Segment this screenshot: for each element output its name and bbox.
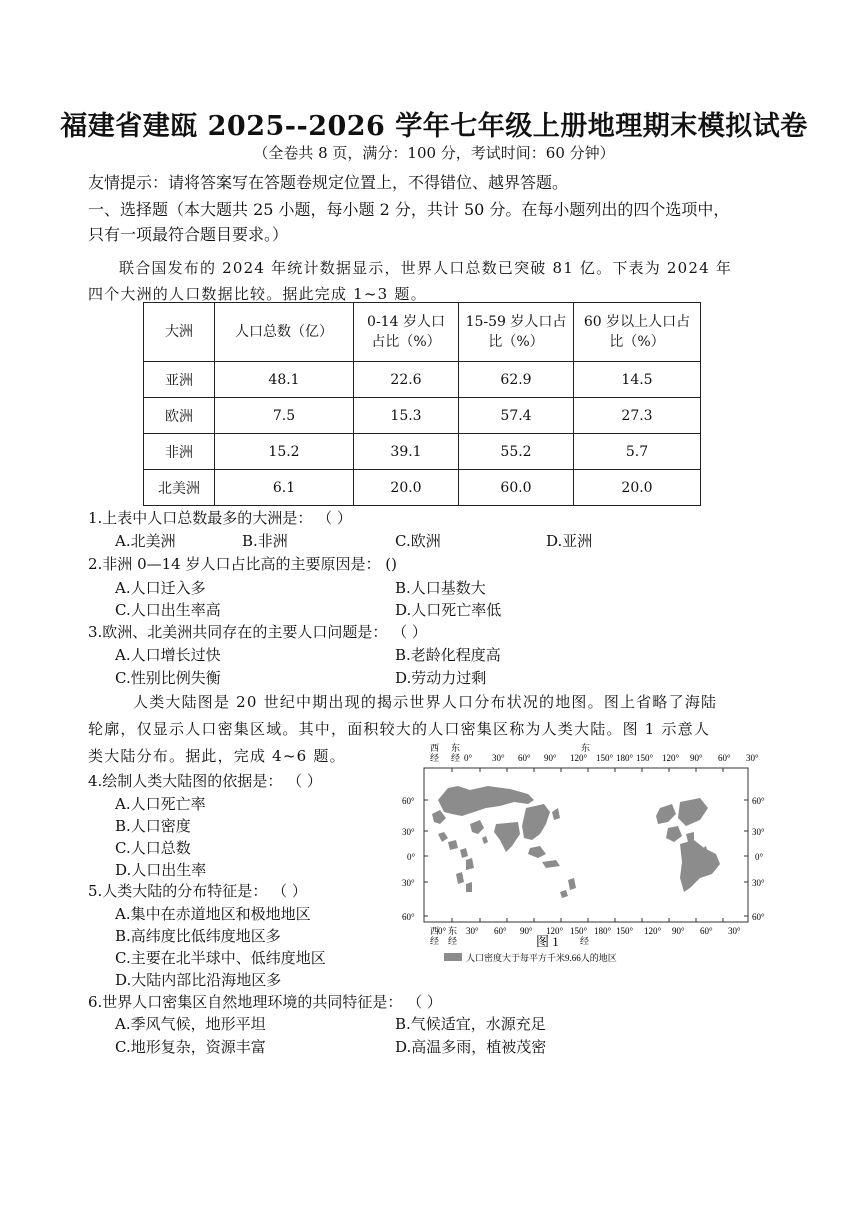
lon-label: 90° [672, 926, 685, 936]
map-bottom-west-label: 西 [430, 926, 440, 936]
map-top-jing-label-2: 经 [451, 753, 461, 763]
passage2-line1: 人类大陆图是 20 世纪中期出现的揭示世界人口分布状况的地图。图上省略了海陆 [133, 693, 718, 711]
lon-label: 90° [690, 753, 703, 763]
passage2-line3: 类大陆分布。据此，完成 4~6 题。 [88, 747, 346, 765]
table-cell: 6.1 [215, 470, 354, 506]
lon-label: 150° [636, 753, 654, 763]
question-2-option-c[interactable]: C.人口出生率高 [115, 601, 221, 619]
question-3-stem: 3.欧洲、北美洲共同存在的主要人口问题是： （ ） [88, 623, 427, 641]
map-right-latitude-labels [752, 796, 765, 922]
table-row [144, 470, 701, 506]
lat-label: 0° [407, 852, 416, 862]
lon-label: 0° [464, 753, 473, 763]
lat-label: 60° [402, 912, 415, 922]
question-6-option-d[interactable]: D.高温多雨，植被茂密 [395, 1038, 547, 1056]
lat-label: 30° [402, 878, 415, 888]
section-heading-line2: 只有一项最符合题目要求。） [88, 225, 289, 244]
question-5-stem: 5.人类大陆的分布特征是： （ ） [88, 882, 307, 900]
passage1-line2: 四个大洲的人口数据比较。据此完成 1~3 题。 [88, 285, 427, 303]
map-top-west-label: 西 [430, 743, 440, 753]
map-top-jing-label-1: 经 [430, 753, 440, 763]
lon-label: 30° [746, 753, 759, 763]
table-cell: 非洲 [144, 434, 215, 470]
question-6-option-b[interactable]: B.气候适宜，水源充足 [395, 1015, 546, 1033]
lon-label: 120° [644, 926, 662, 936]
lon-label: 30° [492, 753, 505, 763]
section-heading-line1: 一、选择题（本大题共 25 小题，每小题 2 分，共计 50 分。在每小题列出的四个选项中， [88, 200, 730, 219]
question-4-option-c[interactable]: C.人口总数 [115, 839, 191, 857]
question-5-option-d[interactable]: D.大陆内部比沿海地区多 [115, 971, 282, 989]
table-row [144, 434, 701, 470]
map-top-east-label-a: 东 [451, 743, 461, 753]
lon-label: 60° [518, 753, 531, 763]
question-6-option-a[interactable]: A.季风气候，地形平坦 [115, 1015, 266, 1033]
question-4-option-b[interactable]: B.人口密度 [115, 817, 191, 835]
map-bottom-jing-label-2: 经 [448, 936, 458, 946]
table-row [144, 362, 701, 398]
exam-title: 福建省建瓯 2025--2026 学年七年级上册地理期末模拟试卷 [60, 111, 808, 142]
table-cell: 7.5 [215, 398, 354, 434]
table-cell: 5.7 [574, 434, 701, 470]
question-1-option-b[interactable]: B.非洲 [242, 532, 288, 550]
table-cell: 15.3 [354, 398, 459, 434]
question-5-option-a[interactable]: A.集中在赤道地区和极地地区 [115, 905, 311, 923]
lon-label: 150° [570, 926, 588, 936]
lon-label: 150° [616, 926, 634, 936]
question-2-option-a[interactable]: A.人口迁入多 [115, 579, 206, 597]
lon-label: 180° [594, 926, 612, 936]
table-cell: 欧洲 [144, 398, 215, 434]
table-cell: 60.0 [459, 470, 574, 506]
passage2-line2: 轮廓，仅显示人口密集区域。其中，面积较大的人口密集区称为人类大陆。图 1 示意人 [88, 720, 711, 738]
table-header-cell: 0-14 岁人口 占比（%） [354, 303, 459, 362]
population-table [143, 302, 701, 506]
question-3-option-b[interactable]: B.老龄化程度高 [395, 646, 501, 664]
table-cell: 48.1 [215, 362, 354, 398]
question-6-option-c[interactable]: C.地形复杂，资源丰富 [115, 1038, 266, 1056]
legend-swatch [444, 953, 462, 961]
lat-label: 30° [752, 878, 765, 888]
question-6-stem: 6.世界人口密集区自然地理环境的共同特征是： （ ） [88, 993, 442, 1011]
lat-label: 60° [752, 796, 765, 806]
question-3-option-a[interactable]: A.人口增长过快 [115, 646, 221, 664]
table-cell: 27.3 [574, 398, 701, 434]
table-header-cell: 大洲 [144, 303, 215, 362]
table-cell: 57.4 [459, 398, 574, 434]
question-1-option-a[interactable]: A.北美洲 [115, 532, 176, 550]
map-bottom-longitude-labels [438, 926, 741, 936]
table-header-cell: 60 岁以上人口占 比（%） [574, 303, 701, 362]
lon-label: 120° [570, 753, 588, 763]
table-cell: 55.2 [459, 434, 574, 470]
question-1-stem: 1.上表中人口总数最多的大洲是： （ ） [88, 509, 352, 527]
exam-subtitle: （全卷共 8 页，满分：100 分，考试时间：60 分钟） [253, 144, 615, 162]
figure-caption: 图 1 [536, 934, 559, 949]
question-2-option-d[interactable]: D.人口死亡率低 [395, 601, 502, 619]
lon-label: 60° [494, 926, 507, 936]
table-cell: 14.5 [574, 362, 701, 398]
question-3-option-c[interactable]: C.性别比例失衡 [115, 669, 221, 687]
table-header-row [144, 303, 701, 362]
lat-label: 60° [402, 796, 415, 806]
map-left-latitude-labels [402, 796, 416, 922]
map-bottom-jing-label-1: 经 [430, 936, 440, 946]
table-header-cell: 15-59 岁人口占 比（%） [459, 303, 574, 362]
table-header-cell: 人口总数（亿） [215, 303, 354, 362]
table-row [144, 398, 701, 434]
table-cell: 北美洲 [144, 470, 215, 506]
table-cell: 20.0 [354, 470, 459, 506]
table-cell: 22.6 [354, 362, 459, 398]
question-2-stem: 2.非洲 0—14 岁人口占比高的主要原因是： () [88, 555, 397, 573]
lon-label: 150° [596, 753, 614, 763]
legend-label: 人口密度大于每平方千米9.66人的地区 [466, 953, 617, 963]
lat-label: 0° [755, 852, 764, 862]
table-cell: 15.2 [215, 434, 354, 470]
lon-label: 120° [662, 753, 680, 763]
lon-label: 180° [616, 753, 634, 763]
map-top-longitude-labels [464, 753, 759, 763]
question-1-option-c[interactable]: C.欧洲 [395, 532, 441, 550]
map-top-east-label-b: 东 [581, 743, 591, 753]
lon-label: 0° [438, 926, 447, 936]
lon-label: 30° [466, 926, 479, 936]
question-4-option-a[interactable]: A.人口死亡率 [115, 795, 206, 813]
table-cell: 20.0 [574, 470, 701, 506]
question-5-option-c[interactable]: C.主要在北半球中、低纬度地区 [115, 949, 326, 967]
question-4-stem: 4.绘制人类大陆图的依据是： （ ） [88, 772, 322, 790]
table-cell: 62.9 [459, 362, 574, 398]
lon-label: 90° [520, 926, 533, 936]
table-cell: 亚洲 [144, 362, 215, 398]
question-4-option-d[interactable]: D.人口出生率 [115, 861, 207, 879]
question-1-option-d[interactable]: D.亚洲 [546, 532, 593, 550]
map-bottom-east-label: 东 [448, 926, 458, 936]
lat-label: 30° [752, 827, 765, 837]
lat-label: 30° [402, 827, 415, 837]
lon-label: 120° [546, 926, 564, 936]
lon-label: 30° [728, 926, 741, 936]
exam-tip: 友情提示：请将答案写在答题卷规定位置上，不得错位、越界答题。 [88, 173, 569, 192]
question-5-option-b[interactable]: B.高纬度比低纬度地区多 [115, 927, 281, 945]
lon-label: 90° [544, 753, 557, 763]
table-cell: 39.1 [354, 434, 459, 470]
passage1-line1: 联合国发布的 2024 年统计数据显示，世界人口总数已突破 81 亿。下表为 2024 年 [119, 259, 733, 277]
question-3-option-d[interactable]: D.劳动力过剩 [395, 669, 487, 687]
question-2-option-b[interactable]: B.人口基数大 [395, 579, 486, 597]
human-continents-map [400, 742, 790, 974]
lon-label: 60° [700, 926, 713, 936]
lon-label: 60° [718, 753, 731, 763]
lat-label: 60° [752, 912, 765, 922]
map-bottom-jing-label-3: 经 [580, 936, 590, 946]
